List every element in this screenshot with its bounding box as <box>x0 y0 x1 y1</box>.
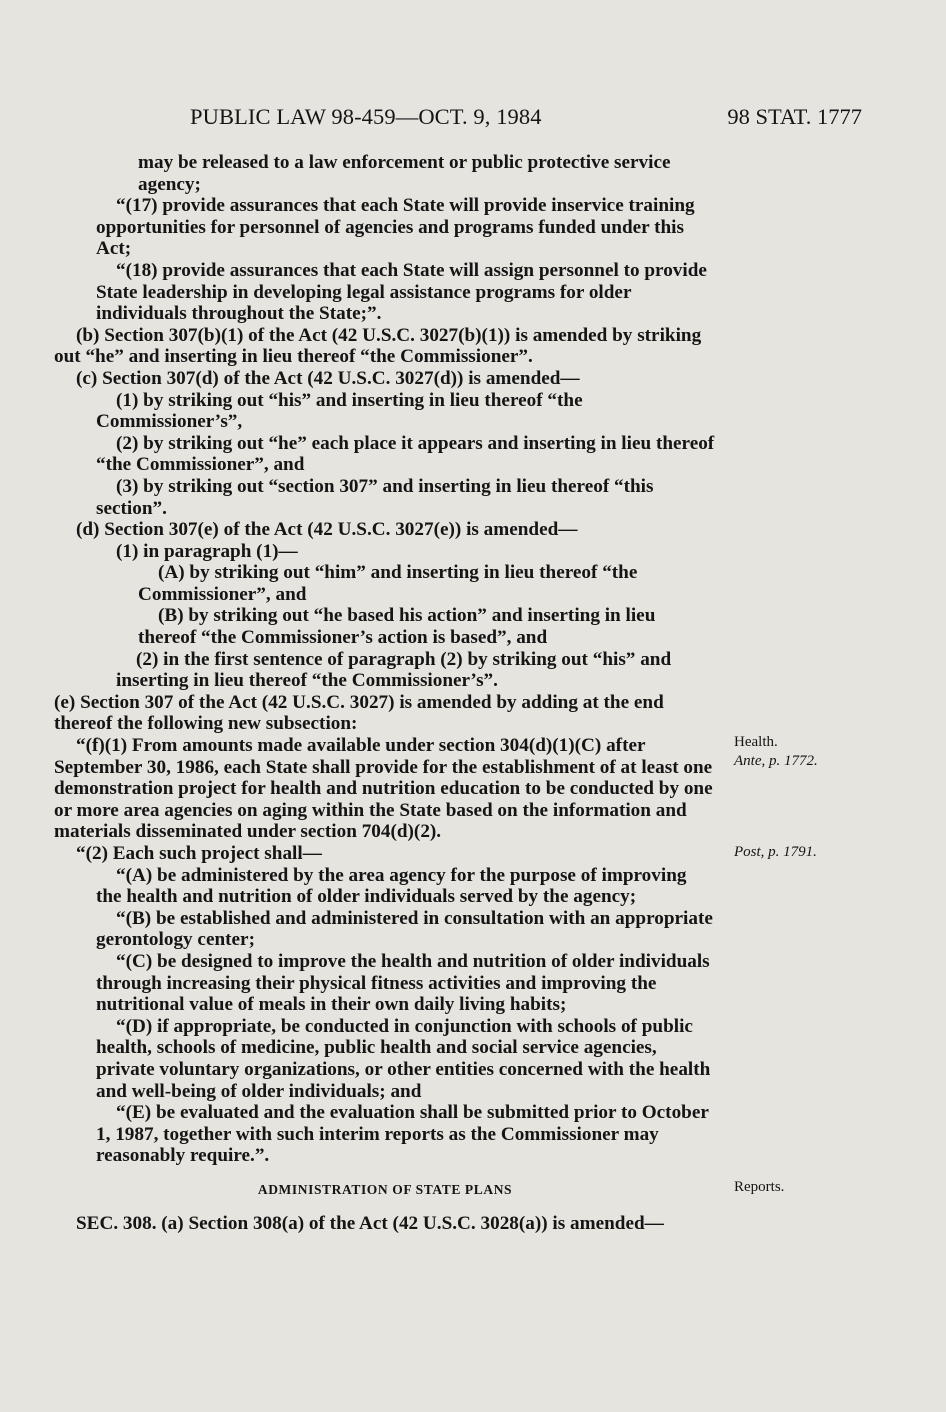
paragraph: (b) Section 307(b)(1) of the Act (42 U.S.C. 3027(b)(1)) is amended by striking out “he” and inserting in lieu thereof “the Commissioner”. <box>54 324 702 368</box>
paragraph: (c) Section 307(d) of the Act (42 U.S.C. 3027(d)) is amended— <box>76 367 580 389</box>
header-title: PUBLIC LAW 98-459—OCT. 9, 1984 <box>190 104 542 129</box>
margin-note-health <box>734 733 818 771</box>
paragraph: (d) Section 307(e) of the Act (42 U.S.C. 3027(e)) is amended— <box>76 519 578 541</box>
page-header <box>190 104 862 134</box>
paragraph: (B) by striking out “he based his action” and inserting in lieu thereof “the Commissioner’s action is based”, and <box>138 605 656 649</box>
paragraph: (2) by striking out “he” each place it appears and inserting in lieu thereof “the Commissioner”, and <box>96 432 715 476</box>
margin-note-health-label: Health. <box>734 734 778 750</box>
paragraph: may be released to a law enforcement or public protective service agency; <box>138 152 671 195</box>
paragraph: “(A) be administered by the area agency for the purpose of improving the health and nutrition of older individuals served by the agency; <box>96 864 687 908</box>
paragraph: “(18) provide assurances that each State will assign personnel to provide State leadership in developing legal assistance programs for older individuals throughout the State;”. <box>96 259 707 325</box>
paragraph: (e) Section 307 of the Act (42 U.S.C. 3027) is amended by adding at the end thereof the following new subsection: <box>54 691 664 735</box>
paragraph: (2) in the first sentence of paragraph (2) by striking out “his” and inserting in lieu thereof “the Commissioner’s”. <box>116 648 672 692</box>
header-stat: 98 STAT. 1777 <box>727 104 862 129</box>
paragraph: (3) by striking out “section 307” and inserting in lieu thereof “this section”. <box>96 475 654 519</box>
paragraph: (A) by striking out “him” and inserting in lieu thereof “the Commissioner”, and <box>138 562 638 605</box>
paragraph: “(17) provide assurances that each State will provide inservice training opportunities for personnel of agencies and programs funded under this Act; <box>96 195 695 260</box>
margin-note-post: Post, p. 1791. <box>734 844 817 860</box>
statute-text <box>54 152 716 1234</box>
paragraph: “(f)(1) From amounts made available under section 304(d)(1)(C) after September 30, 1986, each State shall provide for the establishment of at least one demonstration project for health and nutrition education to be conducted by one or more area agencies on aging within the State based on the information and materials disseminated under section 704(d)(2). <box>54 735 713 843</box>
paragraph: “(E) be evaluated and the evaluation shall be submitted prior to October 1, 1987, together with such interim reports as the Commissioner may reasonably require.”. <box>96 1102 709 1167</box>
margin-note-reports: Reports. <box>734 1179 785 1195</box>
paragraph: “(D) if appropriate, be conducted in conjunction with schools of public health, schools of medicine, public health and social service agencies, private voluntary organizations, or other entities concerned with the health and well-being of older individuals; and <box>96 1015 711 1102</box>
paragraph: “(C) be designed to improve the health and nutrition of older individuals through increasing their physical fitness activities and improving the nutritional value of meals in their own daily living habits; <box>96 950 710 1016</box>
paragraph: SEC. 308. (a) Section 308(a) of the Act (42 U.S.C. 3028(a)) is amended— <box>76 1212 664 1234</box>
paragraph: “(2) Each such project shall— <box>76 843 322 864</box>
paragraph: “(B) be established and administered in consultation with an appropriate gerontology center; <box>96 907 713 951</box>
paragraph: (1) in paragraph (1)— <box>116 540 298 562</box>
margin-note-ante-ref: Ante, p. 1772. <box>734 753 818 769</box>
section-heading: ADMINISTRATION OF STATE PLANS <box>257 1181 513 1197</box>
paragraph: (1) by striking out “his” and inserting in lieu thereof “the Commissioner’s”, <box>96 389 583 433</box>
